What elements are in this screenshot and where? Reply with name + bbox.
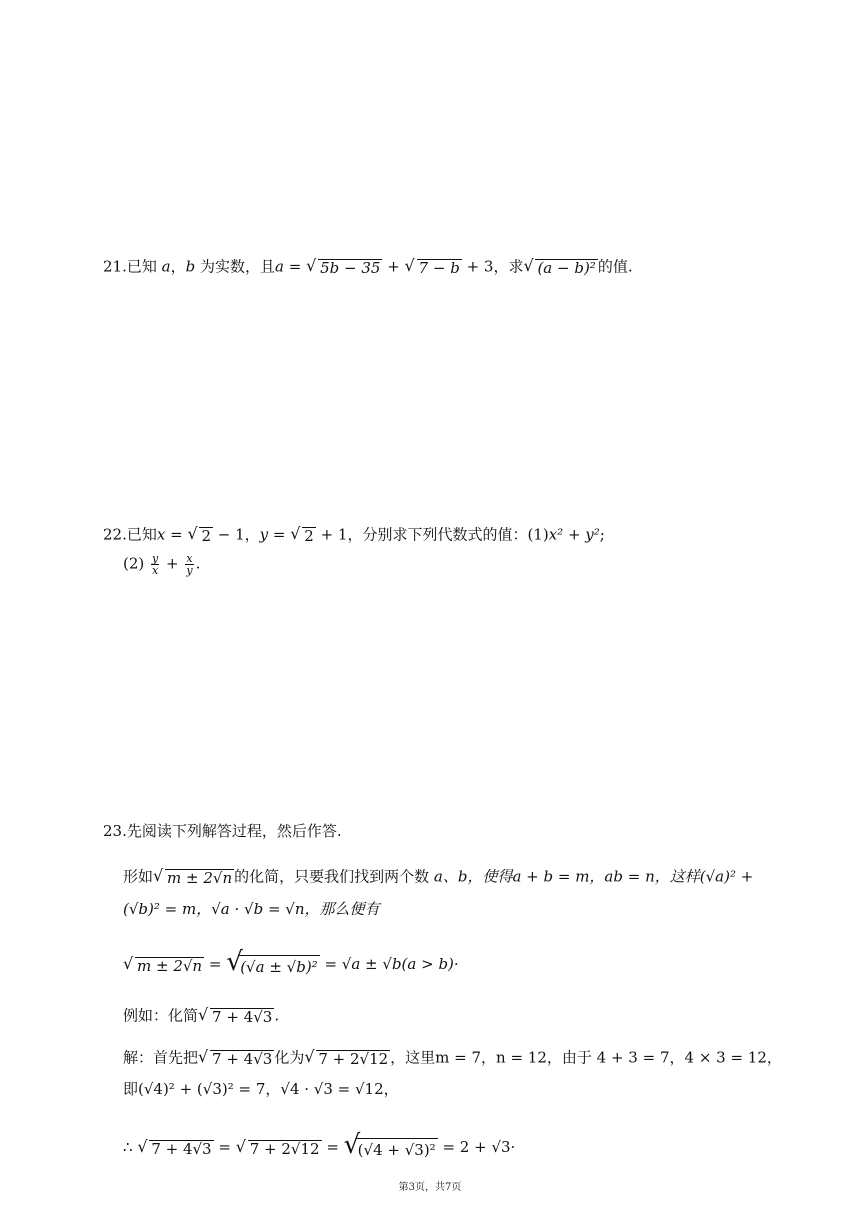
fraction-x-over-y: $\frac{x}{y}$: [186, 552, 193, 577]
q23-formula-1: √ m ± 2√n = √ (√a ± √b)² = √a ± √b(a > b)·: [123, 955, 459, 975]
q23-solution-line2: 即(√4)² + (√3)² = 7，√4 · √3 = √12，: [123, 1080, 399, 1098]
fraction-y-over-x: $\frac{y}{x}$: [152, 552, 159, 577]
q23-solution-line1: 解：首先把√ 7 + 4√3 化为√ 7 + 2√12 ，这里m = 7，n = 12，由于 4 + 3 = 7，4 × 3 = 12，: [123, 1050, 782, 1067]
page-footer: 第3页，共7页: [398, 1182, 462, 1193]
q23-example: 例如：化简√ 7 + 4√3 .: [123, 1008, 279, 1025]
question-22-line1: 22.已知x = √ 2 − 1，y = √ 2 + 1，分别求下列代数式的值：(1)x² + y²;: [103, 527, 605, 544]
sqrt-5b-35: √ 5b − 35: [306, 259, 382, 276]
q23-paragraph-2: (√b)² = m，√a · √b = √n，那么便有: [123, 900, 380, 918]
question-22-line2: (2) $\frac{y}{x}$ + $\frac{x}{y}$ .: [123, 552, 201, 577]
sqrt-a-b-squared: √ (a − b)²: [523, 259, 597, 276]
q22-number: 22.: [103, 525, 127, 544]
question-23-title: 23.先阅读下列解答过程，然后作答.: [103, 822, 342, 840]
q21-number: 21.: [103, 257, 127, 276]
question-21: 21.已知 a，b 为实数，且a = √ 5b − 35 + √ 7 − b + 3，求√ (a − b)² 的值.: [103, 259, 633, 276]
q23-solution-line3: ∴ √ 7 + 4√3 = √ 7 + 2√12 = √ (√4 + √3)² = 2 + √3·: [123, 1138, 515, 1158]
sqrt-7-b: √ 7 − b: [405, 259, 462, 276]
q23-paragraph-1: 形如√ m ± 2√n 的化简，只要我们找到两个数 a、b，使得a + b = m，ab = n，这样(√a)² +: [123, 869, 753, 886]
